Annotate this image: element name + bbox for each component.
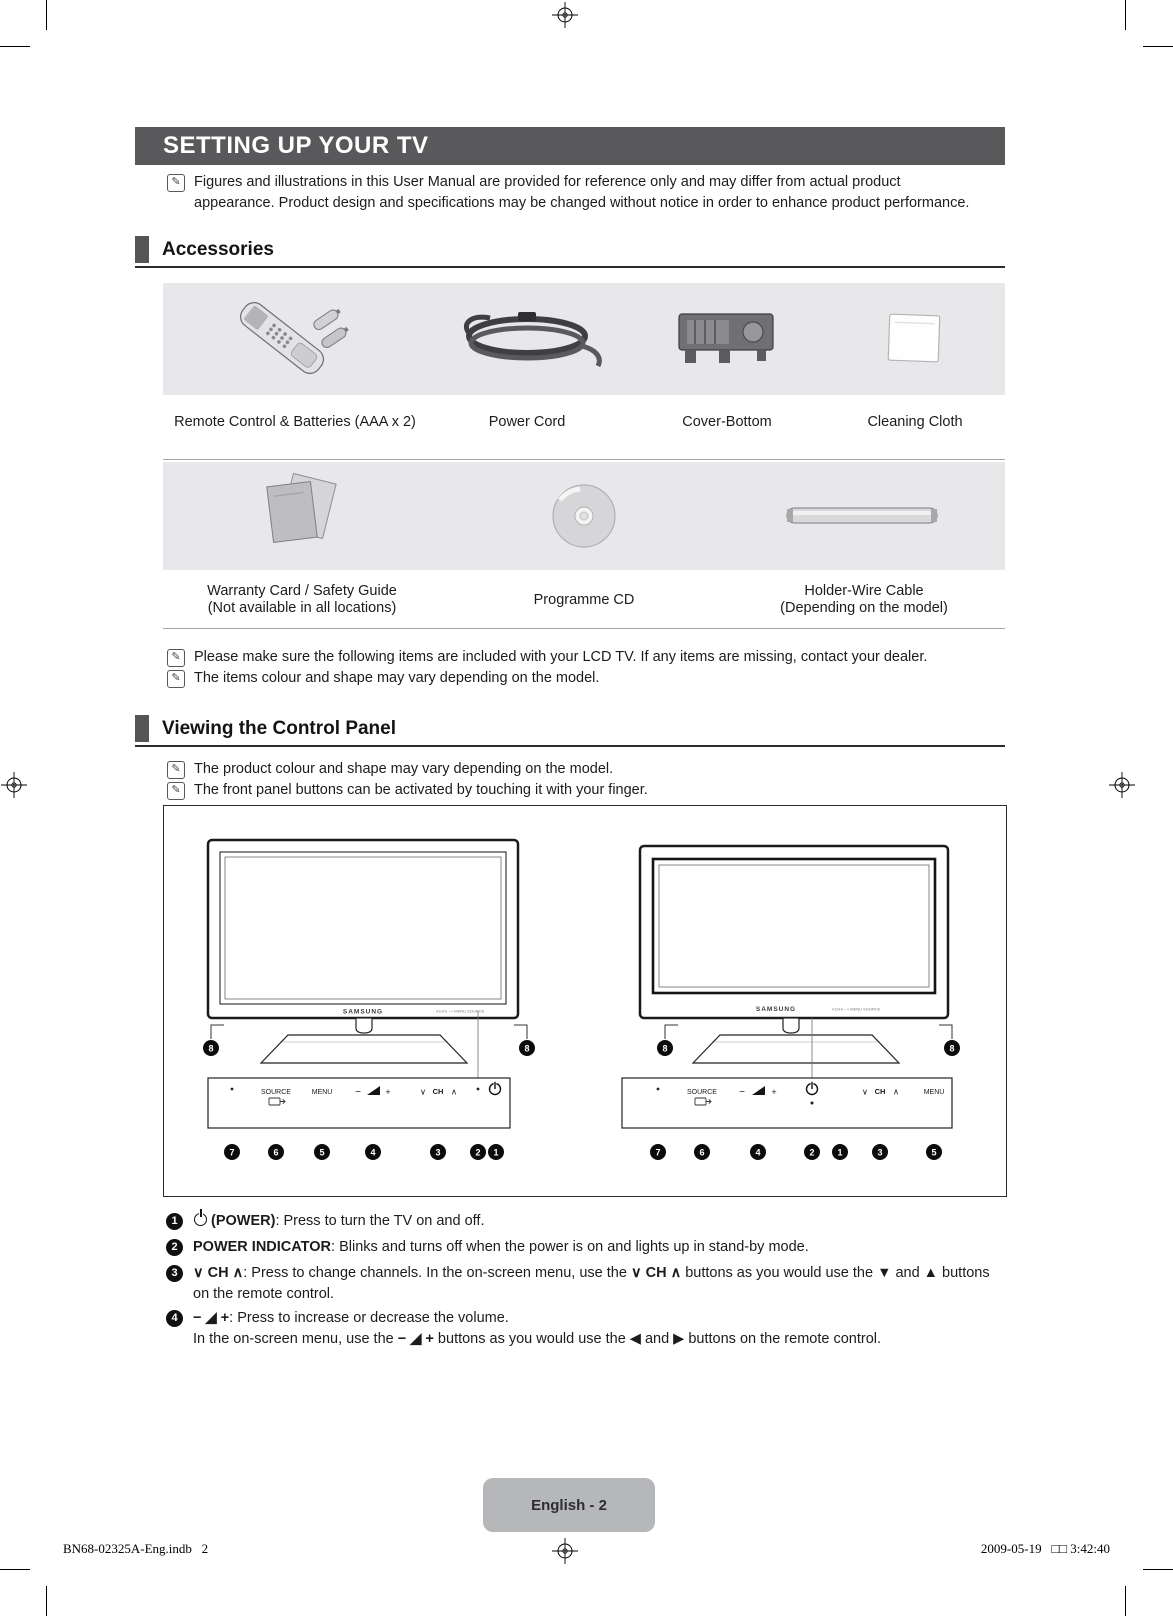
power-icon <box>194 1213 207 1226</box>
power-cord-image <box>442 296 612 380</box>
volume-keys-label: − ◢ + <box>397 1331 434 1347</box>
warranty-card-image <box>252 472 352 554</box>
volume-keys-label: − ◢ + <box>193 1310 230 1326</box>
legend-item-3 <box>166 1263 998 1305</box>
intro-note-text: Figures and illustrations in this User Manual are provided for reference only and may differ from actual product appearance. Product design and specifications may be changed without notice in order to enhance product performance. <box>194 174 970 211</box>
tv-stand-neck <box>783 1018 799 1033</box>
programme-cd-image <box>546 478 622 554</box>
power-indicator-dot <box>811 1102 814 1105</box>
svg-text:7: 7 <box>229 1147 235 1158</box>
svg-text:8: 8 <box>949 1043 955 1054</box>
svg-text:8: 8 <box>208 1043 214 1054</box>
svg-text:1: 1 <box>837 1147 843 1158</box>
legend-text <box>193 1237 809 1258</box>
tv-stand-neck <box>356 1018 372 1033</box>
callout-6 <box>268 1144 284 1160</box>
front-panel-strip <box>208 1078 510 1128</box>
section-bullet <box>135 236 149 263</box>
heading-rule <box>135 266 1005 268</box>
channel-up-label: ∧ <box>892 1086 900 1097</box>
callout-8 <box>944 1040 960 1056</box>
accessory-label-group <box>207 583 397 617</box>
remote-control-image <box>220 284 370 392</box>
printed-controls: ∨CH∧ −+ MENU SOURCE <box>831 1006 881 1012</box>
control-panel-note-2 <box>167 780 987 801</box>
print-info-row <box>63 1541 1110 1557</box>
callout-7 <box>650 1144 666 1160</box>
menu-button-label: MENU <box>923 1089 945 1096</box>
callout-4 <box>365 1144 381 1160</box>
svg-text:2: 2 <box>809 1147 815 1158</box>
legend-body: buttons as you would use the ▼ and ▲ buttons on the remote control. <box>193 1265 990 1302</box>
crop-mark <box>0 1569 30 1570</box>
volume-minus-label: − <box>739 1087 745 1098</box>
tv-stand-base <box>693 1035 899 1063</box>
brand-label: SAMSUNG <box>755 1006 797 1013</box>
registration-mark <box>1 772 27 798</box>
control-panel-diagram <box>164 806 1004 1194</box>
print-file-info: BN68-02325A-Eng.indb 2 <box>63 1541 209 1556</box>
callout-3 <box>872 1144 888 1160</box>
svg-text:1: 1 <box>493 1147 499 1158</box>
accessory-sublabel: (Depending on the model) <box>780 600 948 616</box>
cover-bottom-image <box>667 302 787 376</box>
divider <box>163 459 1005 460</box>
crop-mark <box>1143 46 1173 47</box>
channel-down-label: ∨ <box>419 1086 427 1097</box>
legend-number: 1 <box>166 1213 183 1230</box>
legend-number: 4 <box>166 1310 183 1327</box>
panel-dot <box>657 1088 660 1091</box>
channel-down-label: ∨ <box>861 1086 869 1097</box>
legend-body: : Press to increase or decrease the volume. <box>229 1310 509 1326</box>
source-button-label: SOURCE <box>687 1089 717 1096</box>
registration-mark <box>1109 772 1135 798</box>
accessory-label: Cleaning Cloth <box>867 414 963 430</box>
callout-6 <box>694 1144 710 1160</box>
legend-item-1 <box>166 1211 998 1232</box>
note-text: The items colour and shape may vary depending on the model. <box>194 670 600 686</box>
legend-bold: POWER INDICATOR <box>193 1239 332 1255</box>
callout-8 <box>519 1040 535 1056</box>
chapter-header <box>135 127 1005 165</box>
legend-body: : Press to change channels. In the on-screen menu, use the <box>243 1265 631 1281</box>
callout-1 <box>488 1144 504 1160</box>
crop-mark <box>1143 1569 1173 1570</box>
note-text: The front panel buttons can be activated by touching it with your finger. <box>194 782 648 798</box>
legend-bold: (POWER) <box>211 1213 276 1229</box>
callout-4 <box>750 1144 766 1160</box>
legend-line <box>193 1329 881 1350</box>
control-panel-heading <box>135 715 396 742</box>
legend-body: buttons as you would use the ◀ and ▶ buttons on the remote control. <box>433 1331 882 1347</box>
control-panel-note-1 <box>167 759 987 780</box>
callout-1 <box>832 1144 848 1160</box>
registration-mark <box>552 2 578 28</box>
accessories-note-1 <box>167 647 987 668</box>
volume-plus-label: + <box>385 1087 391 1097</box>
svg-text:4: 4 <box>370 1147 376 1158</box>
channel-label: CH <box>874 1087 886 1096</box>
callout-2 <box>804 1144 820 1160</box>
svg-text:3: 3 <box>877 1147 883 1158</box>
svg-text:6: 6 <box>273 1147 279 1158</box>
source-button-label: SOURCE <box>261 1089 291 1096</box>
legend-item-4 <box>166 1308 998 1350</box>
legend-line <box>193 1308 881 1329</box>
brand-label: SAMSUNG <box>342 1008 384 1016</box>
legend-item-2 <box>166 1237 998 1258</box>
legend-text <box>193 1308 881 1350</box>
note-text: The product colour and shape may vary depending on the model. <box>194 761 614 777</box>
control-panel-title: Viewing the Control Panel <box>162 717 397 739</box>
legend-text <box>193 1211 484 1232</box>
channel-label: CH <box>432 1087 444 1096</box>
page-title: SETTING UP YOUR TV <box>163 132 429 159</box>
accessory-label: Programme CD <box>533 592 635 608</box>
callout-5 <box>314 1144 330 1160</box>
crop-mark <box>1125 1586 1126 1616</box>
accessory-label: Holder-Wire Cable <box>804 583 924 599</box>
legend-body: : Press to turn the TV on and off. <box>275 1213 485 1229</box>
tv-right <box>622 846 960 1160</box>
svg-text:6: 6 <box>699 1147 705 1158</box>
section-bullet <box>135 715 149 742</box>
heading-rule <box>135 745 1005 747</box>
callout-8 <box>657 1040 673 1056</box>
note-icon: ✎ <box>167 761 185 779</box>
svg-text:4: 4 <box>755 1147 761 1158</box>
holder-wire-cable-image <box>779 496 949 536</box>
page-number-label: English - 2 <box>531 1496 607 1514</box>
note-icon: ✎ <box>167 782 185 800</box>
callout-5 <box>926 1144 942 1160</box>
channel-keys-label: ∨ CH ∧ <box>193 1265 244 1281</box>
accessory-sublabel: (Not available in all locations) <box>207 600 397 616</box>
channel-keys-label: ∨ CH ∧ <box>630 1265 682 1281</box>
callout-2 <box>470 1144 486 1160</box>
callout-3 <box>430 1144 446 1160</box>
accessories-title: Accessories <box>162 238 274 260</box>
print-timestamp: 2009-05-19 □□ 3:42:40 <box>980 1541 1110 1556</box>
svg-text:3: 3 <box>435 1147 441 1158</box>
crop-mark <box>46 1586 47 1616</box>
legend-body: In the on-screen menu, use the <box>193 1331 398 1347</box>
tv-left <box>203 840 535 1160</box>
note-icon: ✎ <box>167 174 185 192</box>
divider <box>163 628 1005 629</box>
power-indicator-dot <box>477 1088 480 1091</box>
accessory-label: Warranty Card / Safety Guide <box>207 583 397 599</box>
tv-stand-base <box>261 1035 467 1063</box>
accessories-note-2 <box>167 668 987 689</box>
volume-plus-label: + <box>771 1087 777 1097</box>
accessory-label: Power Cord <box>488 414 566 430</box>
channel-up-label: ∧ <box>450 1086 458 1097</box>
printed-controls: ∨CH∧ −+ MENU SOURCE <box>435 1008 485 1014</box>
legend-text <box>193 1263 998 1305</box>
svg-text:5: 5 <box>931 1147 937 1158</box>
svg-text:8: 8 <box>524 1043 530 1054</box>
legend-body: : Blinks and turns off when the power is on and lights up in stand-by mode. <box>331 1239 809 1255</box>
svg-text:8: 8 <box>662 1043 668 1054</box>
page-number-tab <box>483 1478 655 1532</box>
legend-number: 3 <box>166 1265 183 1282</box>
cleaning-cloth-image <box>880 308 950 370</box>
svg-text:5: 5 <box>319 1147 325 1158</box>
callout-8 <box>203 1040 219 1056</box>
svg-text:7: 7 <box>655 1147 661 1158</box>
intro-note <box>167 172 985 214</box>
crop-mark <box>0 46 30 47</box>
front-panel-strip <box>622 1078 952 1128</box>
legend-number: 2 <box>166 1239 183 1256</box>
note-icon: ✎ <box>167 670 185 688</box>
callout-7 <box>224 1144 240 1160</box>
note-text: Please make sure the following items are included with your LCD TV. If any items are missing, contact your dealer. <box>194 649 928 665</box>
volume-minus-label: − <box>355 1087 361 1098</box>
accessory-label-group <box>780 583 948 617</box>
control-panel-figure <box>163 805 1007 1197</box>
accessory-label: Remote Control & Batteries (AAA x 2) <box>174 414 416 430</box>
accessories-heading <box>135 236 274 263</box>
crop-mark <box>46 0 47 30</box>
crop-mark <box>1125 0 1126 30</box>
menu-button-label: MENU <box>311 1089 333 1096</box>
panel-dot <box>231 1088 234 1091</box>
svg-text:2: 2 <box>475 1147 481 1158</box>
note-icon: ✎ <box>167 649 185 667</box>
accessory-label: Cover-Bottom <box>682 414 772 430</box>
